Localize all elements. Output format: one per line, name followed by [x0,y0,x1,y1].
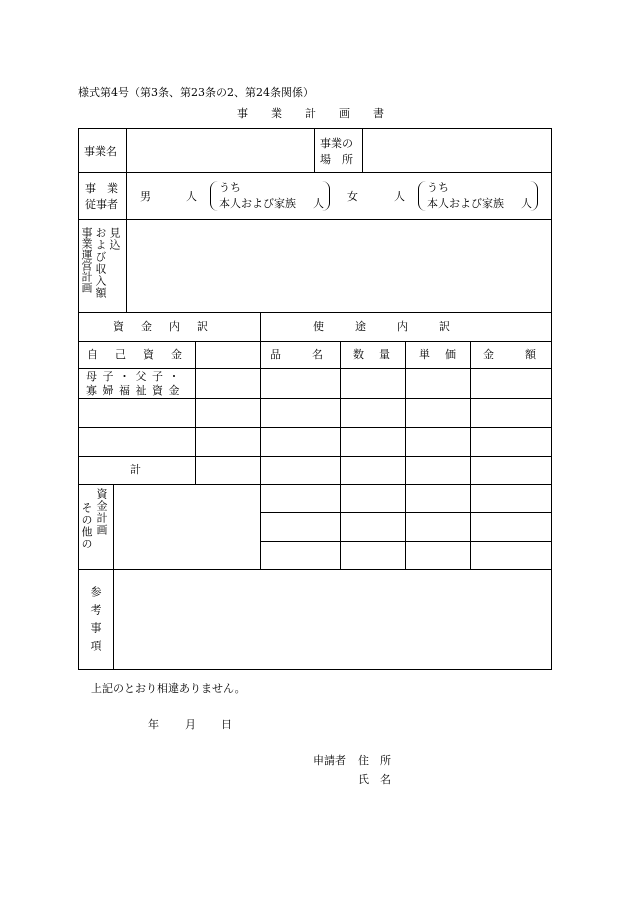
plan-label: 事業運営計画 [80,227,93,293]
business-name-field[interactable] [130,132,310,168]
plan-label: 見込 [108,227,121,251]
female-label: 女 [347,190,358,203]
welfare-fund-label: 母 子 ・ 父 子 ・ [86,370,181,383]
table-divider [260,312,261,569]
table-divider [126,128,127,172]
col-quantity: 数 量 [353,348,392,361]
business-location-field[interactable] [366,132,548,168]
person-unit: 人 [521,197,532,210]
male-label: 男 [140,190,151,203]
of-which-label: うち [427,181,449,194]
welfare-fund-label: 寡 婦 福 祉 資 金 [86,384,181,397]
person-unit: 人 [186,190,197,203]
year-label: 年 [148,718,159,731]
applicant-label: 申請者 [313,754,346,767]
other-funding-label: その他の [80,502,93,550]
plan-label: および収入額 [94,227,107,299]
table-divider [78,427,552,428]
col-item-name: 品 名 [270,348,326,361]
table-divider [314,128,315,172]
business-location-label: 場 所 [320,153,353,166]
plan-field[interactable] [130,223,548,308]
name-label: 氏 名 [358,773,391,786]
table-divider [78,341,552,342]
table-divider [78,484,260,485]
day-label: 日 [221,718,232,731]
paren-open [210,181,218,211]
other-funding-field[interactable] [117,488,256,565]
table-divider [260,484,552,485]
table-divider [113,484,114,670]
table-divider [78,456,552,457]
other-funding-label: 資金計画 [95,488,108,536]
remarks-label: 参考事項 [89,586,102,658]
col-amount: 金 額 [483,348,539,361]
declaration-text: 上記のとおり相違ありません。 [91,682,246,695]
month-label: 月 [185,718,196,731]
table-divider [470,341,471,569]
table-divider [260,512,552,513]
paren-close [530,181,538,211]
family-label: 本人および家族 [427,197,504,210]
paren-close [322,181,330,211]
own-funds-label: 自 己 資 金 [87,348,185,361]
person-unit: 人 [313,197,324,210]
of-which-label: うち [219,181,241,194]
col-unit-price: 単 価 [419,348,458,361]
paren-open [418,181,426,211]
table-divider [78,219,552,220]
workers-label: 事 業 [85,182,118,195]
male-count-field[interactable] [155,186,183,204]
table-divider [260,541,552,542]
table-divider [405,341,406,569]
business-name-label: 事業名 [84,145,117,158]
form-number: 様式第4号（第3条、第23条の2、第24条関係） [78,86,314,99]
usage-breakdown-header: 使 途 内 訳 [313,320,453,333]
table-divider [78,312,552,313]
workers-label: 従事者 [85,198,118,211]
page-title: 事 業 計 画 書 [237,107,390,120]
total-label: 計 [130,463,141,476]
own-funds-amount[interactable] [198,344,257,365]
business-location-label: 事業の [320,137,353,150]
table-divider [126,172,127,312]
table-divider [195,341,196,484]
female-count-field[interactable] [362,186,390,204]
table-divider [78,569,552,570]
funds-breakdown-header: 資 金 内 訳 [113,320,211,333]
table-divider [362,128,363,172]
address-label: 住 所 [358,754,391,767]
table-divider [78,398,552,399]
family-label: 本人および家族 [219,197,296,210]
table-divider [78,368,552,369]
total-amount[interactable] [198,459,257,480]
person-unit: 人 [394,190,405,203]
table-divider [78,172,552,173]
table-divider [340,341,341,569]
remarks-field[interactable] [117,573,548,666]
